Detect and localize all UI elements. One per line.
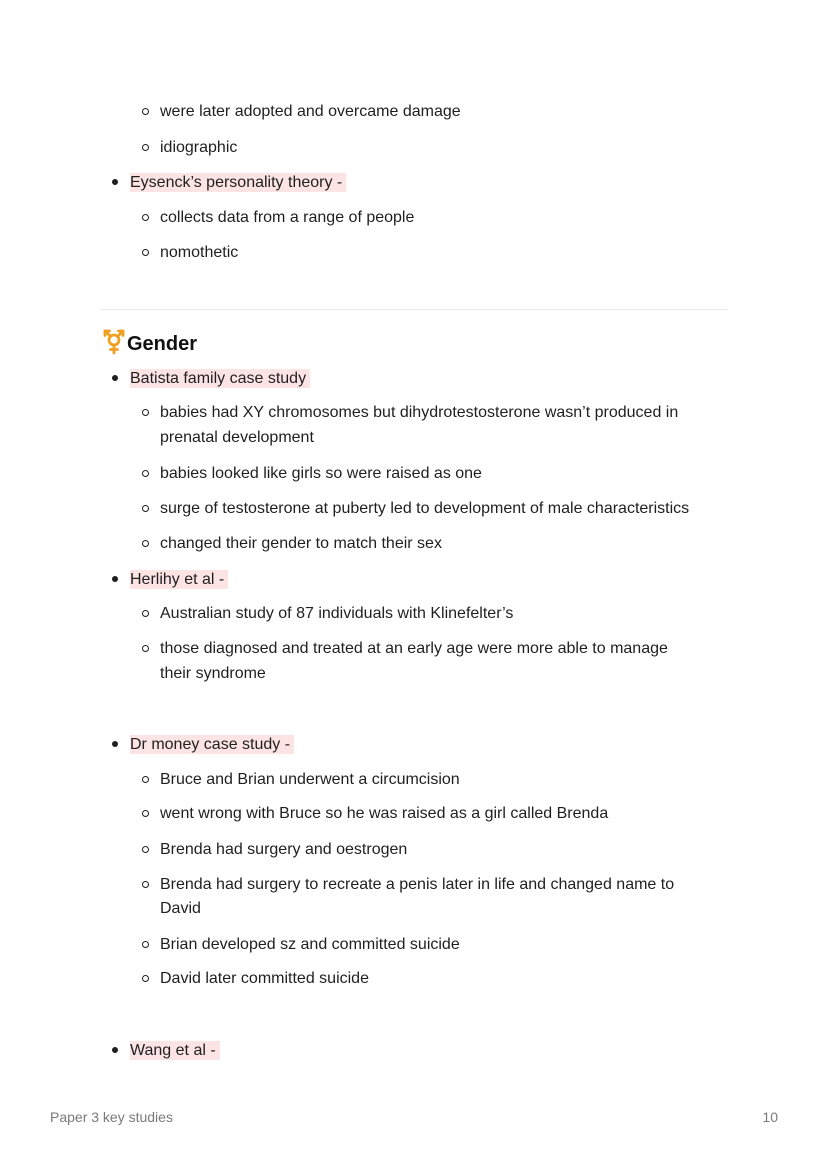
list-item: nomothetic <box>160 244 239 261</box>
bullet <box>112 741 118 747</box>
page-number: 10 <box>762 1109 778 1125</box>
bullet <box>112 576 118 582</box>
list-item: idiographic <box>160 139 238 156</box>
sub-bullet <box>142 975 149 982</box>
list-item: those diagnosed and treated at an early age were more able to manage <box>160 640 668 657</box>
bullet <box>112 1047 118 1053</box>
list-item-continuation: their syndrome <box>160 665 266 682</box>
section-heading-gender <box>102 330 197 358</box>
transgender-symbol-icon <box>102 329 126 360</box>
sub-bullet <box>142 941 149 948</box>
list-item-continuation: prenatal development <box>160 429 314 446</box>
sub-bullet <box>142 505 149 512</box>
list-item-continuation: David <box>160 900 201 917</box>
list-item: babies looked like girls so were raised as one <box>160 465 482 482</box>
list-item: babies had XY chromosomes but dihydrotestosterone wasn’t produced in <box>160 404 679 421</box>
sub-bullet <box>142 409 149 416</box>
list-item: David later committed suicide <box>160 970 369 987</box>
section-title: Gender <box>127 332 198 355</box>
sub-bullet <box>142 249 149 256</box>
eysenck-heading: Eysenck’s personality theory - <box>130 170 346 195</box>
sub-bullet <box>142 645 149 652</box>
footer-title: Paper 3 key studies <box>50 1109 173 1125</box>
list-item: went wrong with Bruce so he was raised as a girl called Brenda <box>160 805 609 822</box>
list-item: collects data from a range of people <box>160 209 415 226</box>
bullet <box>112 179 118 185</box>
sub-bullet <box>142 881 149 888</box>
list-item: were later adopted and overcame damage <box>160 103 461 120</box>
sub-bullet <box>142 144 149 151</box>
herlihy-heading: Herlihy et al - <box>130 567 228 592</box>
sub-bullet <box>142 540 149 547</box>
sub-bullet <box>142 610 149 617</box>
list-item: changed their gender to match their sex <box>160 535 442 552</box>
list-item: Bruce and Brian underwent a circumcision <box>160 771 460 788</box>
sub-bullet <box>142 810 149 817</box>
sub-bullet <box>142 108 149 115</box>
sub-bullet <box>142 470 149 477</box>
list-item: Brian developed sz and committed suicide <box>160 936 460 953</box>
divider <box>100 309 728 310</box>
list-item: Brenda had surgery and oestrogen <box>160 841 408 858</box>
money-heading: Dr money case study - <box>130 732 294 757</box>
list-item: Australian study of 87 individuals with Klinefelter’s <box>160 605 514 622</box>
list-item: Brenda had surgery to recreate a penis later in life and changed name to <box>160 876 675 893</box>
list-item: surge of testosterone at puberty led to development of male characteristics <box>160 500 690 517</box>
batista-heading: Batista family case study <box>130 366 310 391</box>
sub-bullet <box>142 846 149 853</box>
wang-heading: Wang et al - <box>130 1038 220 1063</box>
sub-bullet <box>142 214 149 221</box>
sub-bullet <box>142 776 149 783</box>
bullet <box>112 375 118 381</box>
